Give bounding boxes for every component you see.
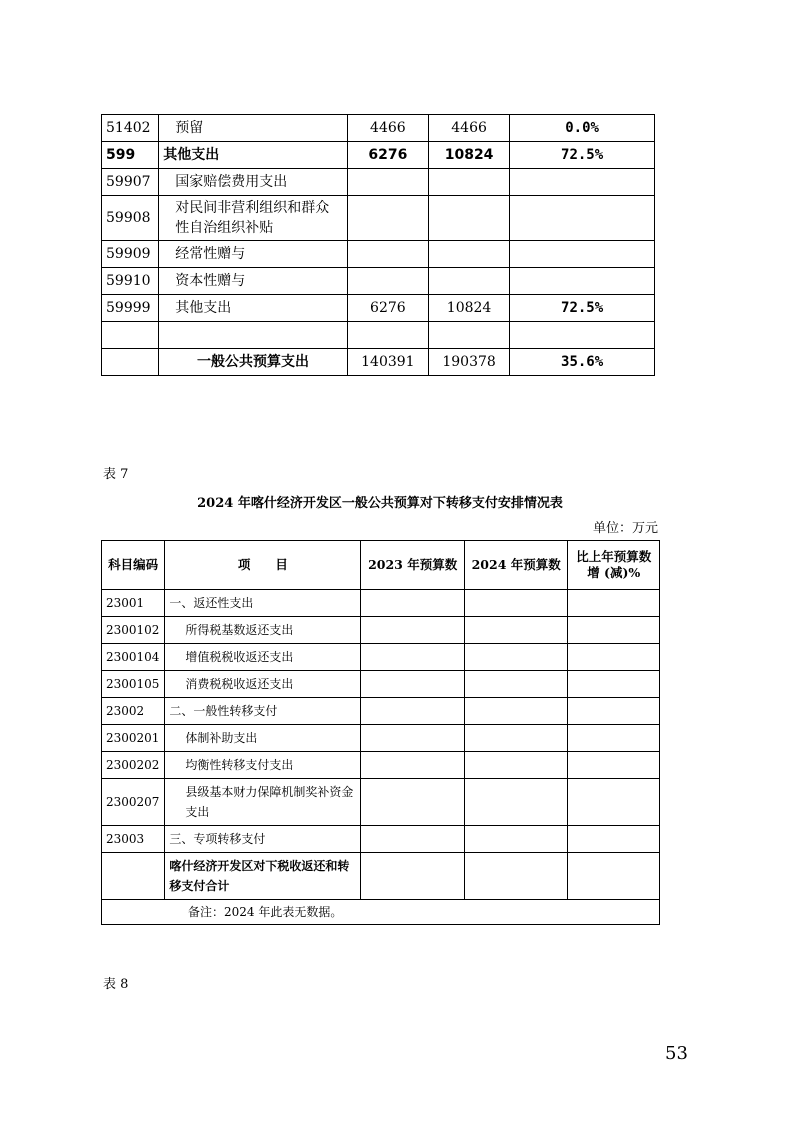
subject-name: 所得税基数返还支出: [165, 617, 361, 644]
table-row: [102, 698, 660, 725]
change-percent: [568, 725, 660, 752]
subject-code: 59910: [102, 268, 159, 295]
change-percent: [568, 671, 660, 698]
change-percent: [510, 268, 655, 295]
budget-2024: 10824: [428, 142, 509, 169]
budget-2023: [361, 853, 465, 900]
table-row: [102, 322, 655, 349]
table-row: [102, 590, 660, 617]
table-row: [102, 196, 655, 241]
budget-2024: [464, 779, 568, 826]
change-percent: 72.5%: [510, 295, 655, 322]
subject-code: 59999: [102, 295, 159, 322]
budget-2023: [361, 725, 465, 752]
subject-code: 51402: [102, 115, 159, 142]
subject-name: 增值税税收返还支出: [165, 644, 361, 671]
change-percent: [510, 241, 655, 268]
subject-code: [102, 322, 159, 349]
subject-name: 国家赔偿费用支出: [159, 169, 347, 196]
subject-name: 三、专项转移支付: [165, 826, 361, 853]
budget-2024: [464, 590, 568, 617]
table-note: 备注：2024 年此表无数据。: [102, 900, 660, 925]
budget-2023: [347, 196, 428, 241]
change-percent: [510, 322, 655, 349]
budget-2024: [464, 617, 568, 644]
change-percent: [568, 826, 660, 853]
budget-2023: [361, 698, 465, 725]
subject-code: 2300102: [102, 617, 165, 644]
subject-code: 2300105: [102, 671, 165, 698]
budget-2024: [428, 241, 509, 268]
table-8-label: 表 8: [103, 977, 129, 992]
table-row: [102, 617, 660, 644]
change-percent: [568, 853, 660, 900]
budget-2023: [347, 322, 428, 349]
budget-2023: [361, 752, 465, 779]
table-row: [102, 725, 660, 752]
budget-2024: 4466: [428, 115, 509, 142]
table-row: [102, 169, 655, 196]
change-percent: [568, 617, 660, 644]
transfer-payment-table: [101, 540, 660, 925]
table-row: [102, 779, 660, 826]
table-row: [102, 115, 655, 142]
budget-2023: 6276: [347, 295, 428, 322]
budget-2023: 140391: [347, 349, 428, 376]
header-item: 项 目: [165, 541, 361, 590]
subject-code: 23001: [102, 590, 165, 617]
budget-2024: [464, 644, 568, 671]
change-percent: 0.0%: [510, 115, 655, 142]
subject-code: 23003: [102, 826, 165, 853]
budget-2023: [361, 590, 465, 617]
subject-name: 一、返还性支出: [165, 590, 361, 617]
budget-2023: [361, 617, 465, 644]
budget-2023: [347, 169, 428, 196]
table-row: [102, 826, 660, 853]
subject-name: [159, 322, 347, 349]
unit-label: 单位：万元: [592, 521, 658, 536]
subject-code: 599: [102, 142, 159, 169]
subject-name: 消费税税收返还支出: [165, 671, 361, 698]
budget-2023: [361, 671, 465, 698]
subject-name: 预留: [159, 115, 347, 142]
budget-2024: [464, 725, 568, 752]
page-number: 53: [665, 1043, 688, 1064]
budget-2024: [428, 322, 509, 349]
change-percent: [510, 196, 655, 241]
budget-2024: [464, 752, 568, 779]
subject-code: [102, 853, 165, 900]
table-7-title: 2024 年喀什经济开发区一般公共预算对下转移支付安排情况表: [197, 496, 563, 511]
change-percent: [568, 698, 660, 725]
budget-2024: [464, 853, 568, 900]
table-row: [102, 671, 660, 698]
subject-code: 59909: [102, 241, 159, 268]
note-row: [102, 900, 660, 925]
total-row: [102, 853, 660, 900]
subject-code: 23002: [102, 698, 165, 725]
budget-2024: [428, 169, 509, 196]
subject-name: 对民间非营利组织和群众性自治组织补贴: [159, 196, 347, 241]
change-percent: 72.5%: [510, 142, 655, 169]
budget-2024: [428, 268, 509, 295]
change-percent: [568, 779, 660, 826]
budget-2023: 6276: [347, 142, 428, 169]
budget-2024: [464, 671, 568, 698]
subject-code: 2300104: [102, 644, 165, 671]
subject-name: 喀什经济开发区对下税收返还和转移支付合计: [165, 853, 361, 900]
table-row: [102, 142, 655, 169]
total-row: [102, 349, 655, 376]
change-percent: [568, 752, 660, 779]
budget-2024: 190378: [428, 349, 509, 376]
subject-name: 均衡性转移支付支出: [165, 752, 361, 779]
subject-name: 其他支出: [159, 142, 347, 169]
table-row: [102, 295, 655, 322]
budget-2024: [464, 826, 568, 853]
change-percent: [510, 169, 655, 196]
budget-2023: [361, 826, 465, 853]
subject-code: 2300201: [102, 725, 165, 752]
subject-name: 资本性赠与: [159, 268, 347, 295]
table-row: [102, 241, 655, 268]
subject-name: 二、一般性转移支付: [165, 698, 361, 725]
subject-name: 一般公共预算支出: [159, 349, 347, 376]
expenditure-table-continued: [101, 114, 655, 376]
budget-2023: [347, 268, 428, 295]
subject-code: 2300207: [102, 779, 165, 826]
table-row: [102, 752, 660, 779]
budget-2024: [428, 196, 509, 241]
budget-2023: 4466: [347, 115, 428, 142]
subject-code: 59908: [102, 196, 159, 241]
budget-2023: [347, 241, 428, 268]
subject-code: 2300202: [102, 752, 165, 779]
subject-code: 59907: [102, 169, 159, 196]
subject-name: 经常性赠与: [159, 241, 347, 268]
subject-code: [102, 349, 159, 376]
table-row: [102, 268, 655, 295]
change-percent: 35.6%: [510, 349, 655, 376]
header-code: 科目编码: [102, 541, 165, 590]
subject-name: 县级基本财力保障机制奖补资金支出: [165, 779, 361, 826]
table-row: [102, 644, 660, 671]
header-budget-2024: 2024 年预算数: [464, 541, 568, 590]
change-percent: [568, 590, 660, 617]
header-budget-2023: 2023 年预算数: [361, 541, 465, 590]
subject-name: 其他支出: [159, 295, 347, 322]
table-7-label: 表 7: [103, 467, 129, 482]
budget-2023: [361, 779, 465, 826]
change-percent: [568, 644, 660, 671]
budget-2023: [361, 644, 465, 671]
budget-2024: [464, 698, 568, 725]
subject-name: 体制补助支出: [165, 725, 361, 752]
budget-2024: 10824: [428, 295, 509, 322]
header-change: 比上年预算数增 (减)%: [568, 541, 660, 590]
table-header-row: [102, 541, 660, 590]
